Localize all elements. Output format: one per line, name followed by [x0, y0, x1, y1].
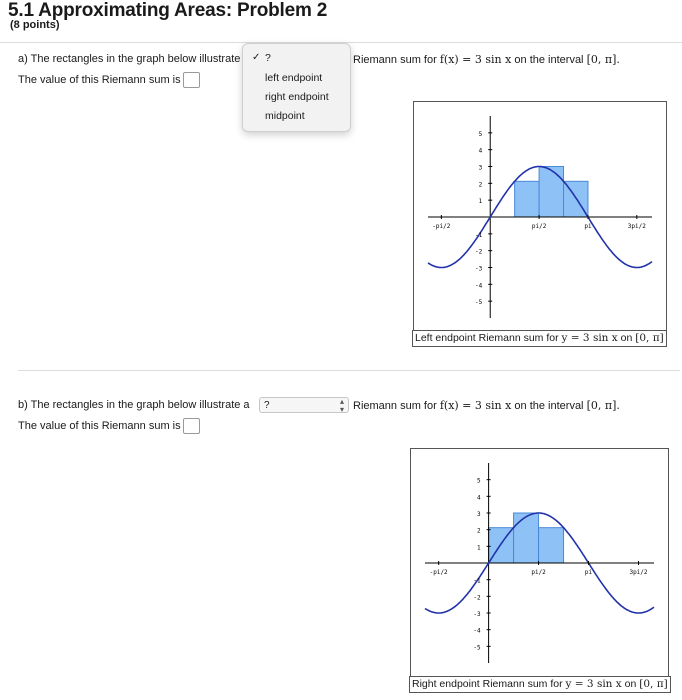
graph-a-svg	[414, 102, 666, 332]
part-a-question	[18, 53, 240, 65]
x-tick-label: pi	[584, 569, 593, 576]
dropdown-option-blank-label: ?	[265, 52, 271, 64]
part-a-function: f(x) = 3 sin x	[439, 53, 512, 66]
graph-b	[410, 448, 669, 678]
part-a-interval-text: on the interval	[514, 54, 584, 66]
divider	[18, 370, 680, 371]
part-b-function: f(x) = 3 sin x	[439, 399, 512, 412]
checkmark-icon: ✓	[252, 52, 261, 63]
x-tick-label: pi	[584, 223, 592, 230]
dropdown-option-midpoint[interactable]	[243, 107, 350, 125]
part-a-suffix: Riemann sum for	[353, 54, 437, 66]
riemann-rect-2	[539, 167, 563, 218]
part-b-question	[18, 399, 250, 411]
y-tick-label: 1	[478, 198, 483, 206]
dropdown-option-left-label: left endpoint	[265, 72, 323, 84]
riemann-rect-1	[514, 513, 539, 563]
part-a-value-text: The value of this Riemann sum is	[18, 73, 181, 86]
y-tick-label: -5	[473, 644, 481, 652]
y-tick-label: -2	[474, 248, 483, 256]
x-tick-label: 3pi/2	[627, 223, 646, 230]
y-tick-label: -2	[473, 594, 481, 602]
caption-b-func: y = 3 sin x	[565, 678, 622, 690]
part-b-question-rest	[353, 399, 620, 412]
caption-a-func: y = 3 sin x	[561, 332, 618, 344]
y-tick-label: 3	[476, 511, 481, 518]
dropdown-option-midpoint-label: midpoint	[265, 110, 305, 122]
y-tick-label: -1	[474, 231, 483, 239]
part-b-value-line	[18, 418, 200, 434]
y-tick-label: -3	[473, 611, 481, 618]
dropdown-option-left-endpoint[interactable]	[243, 69, 350, 87]
x-tick-label: -pi/2	[429, 569, 448, 576]
part-a-value-line	[18, 72, 200, 88]
part-b-interval: [0, π].	[586, 399, 620, 412]
y-tick-label: 2	[478, 181, 483, 189]
y-tick-label: 3	[478, 164, 483, 172]
part-a-answer-input[interactable]	[183, 72, 200, 88]
method-dropdown-menu[interactable]	[242, 43, 351, 132]
method-select-b[interactable]	[259, 397, 349, 413]
x-tick-label: 3pi/2	[629, 569, 648, 576]
riemann-rect-1	[515, 181, 539, 217]
caption-b-on: on	[624, 678, 637, 690]
y-tick-label: 5	[476, 477, 481, 485]
y-tick-label: 2	[476, 527, 481, 535]
part-b-prefix: b) The rectangles in the graph below illustrate a	[18, 399, 250, 411]
caption-a-prefix: Left endpoint Riemann sum for	[415, 332, 559, 344]
y-tick-label: 4	[476, 494, 481, 502]
dropdown-option-blank[interactable]	[243, 49, 350, 67]
dropdown-option-right-label: right endpoint	[265, 91, 329, 103]
caption-a-on: on	[620, 332, 633, 344]
select-arrows-icon: ▴ ▾	[339, 397, 344, 414]
part-a-question-rest	[353, 53, 620, 66]
caption-b-prefix: Right endpoint Riemann sum for	[412, 678, 563, 690]
y-tick-label: -1	[473, 577, 481, 585]
y-tick-label: -4	[474, 282, 483, 290]
y-tick-label: -4	[473, 627, 481, 635]
x-tick-label: pi/2	[531, 223, 547, 230]
graph-b-caption	[409, 676, 671, 693]
y-tick-label: 1	[476, 544, 481, 552]
x-tick-label: -pi/2	[432, 223, 451, 230]
points-label: (8 points)	[10, 19, 60, 31]
graph-b-svg	[411, 449, 668, 677]
y-tick-label: -5	[474, 299, 483, 307]
y-tick-label: 4	[478, 147, 483, 155]
y-tick-label: -3	[474, 265, 483, 273]
caption-b-interval: [0, π]	[639, 678, 668, 690]
part-b-suffix: Riemann sum for	[353, 400, 437, 412]
part-b-interval-text: on the interval	[514, 400, 584, 412]
part-a-interval: [0, π].	[586, 53, 620, 66]
y-tick-label: 5	[478, 130, 483, 138]
part-b-answer-input[interactable]	[183, 418, 200, 434]
part-a-prefix: a) The rectangles in the graph below illustrate	[18, 53, 241, 65]
caption-a-interval: [0, π]	[635, 332, 664, 344]
graph-a-caption	[412, 330, 667, 347]
method-select-b-value: ?	[264, 400, 270, 411]
graph-a	[413, 101, 667, 333]
x-tick-label: pi/2	[531, 569, 546, 576]
riemann-rect-2	[539, 528, 564, 563]
dropdown-option-right-endpoint[interactable]	[243, 88, 350, 106]
part-b-value-text: The value of this Riemann sum is	[18, 419, 181, 432]
page-title: 5.1 Approximating Areas: Problem 2	[8, 0, 328, 21]
